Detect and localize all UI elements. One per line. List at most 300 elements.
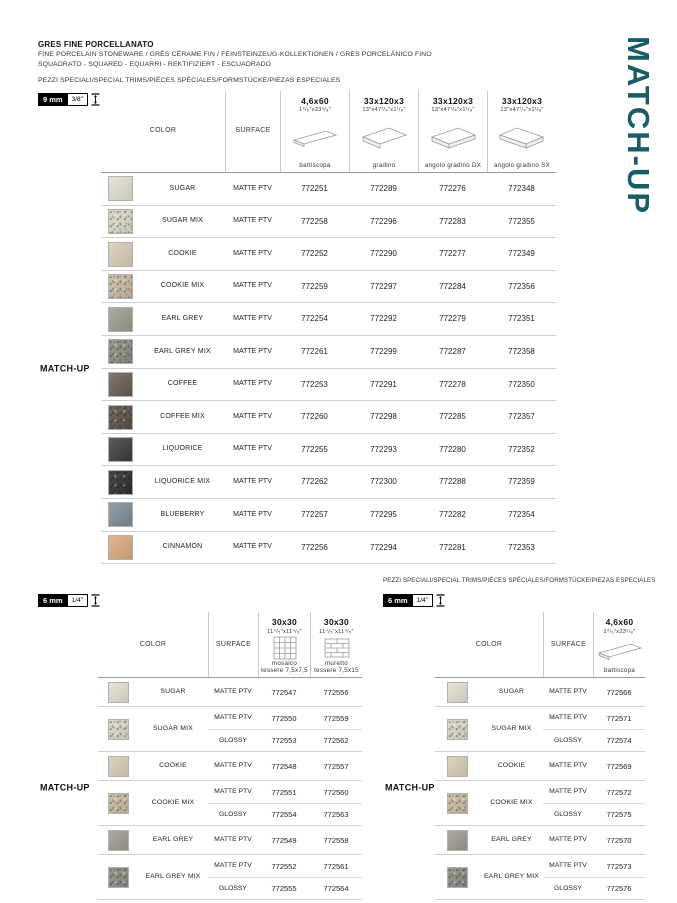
color-swatch — [447, 793, 468, 814]
product-code: 772569 — [606, 761, 632, 771]
product-code: 772566 — [606, 687, 632, 697]
surface-finish: MATTE PTV — [214, 862, 252, 870]
product-code: 772555 — [271, 884, 297, 894]
trim-name: angolo gradino SX — [493, 161, 550, 169]
main-table-header — [101, 91, 556, 173]
main-table-body — [101, 91, 556, 564]
swatch-cell — [101, 502, 140, 527]
table-row — [101, 336, 556, 369]
product-code: 772299 — [370, 347, 397, 357]
variant-row — [208, 729, 362, 751]
table-row — [101, 173, 556, 206]
table-row — [101, 271, 556, 304]
color-name: EARL GREY MIX — [483, 873, 540, 881]
series-name: MATCH-UP — [40, 782, 90, 793]
surface-finish: MATTE PTV — [214, 714, 252, 722]
thickness-icon — [436, 594, 445, 607]
swatch-cell — [98, 867, 138, 888]
table-row — [101, 434, 556, 467]
product-code: 772549 — [271, 835, 297, 845]
product-code: 772258 — [301, 216, 328, 226]
color-group-row — [98, 707, 362, 752]
color-name: COFFEE — [167, 380, 198, 388]
product-code: 772290 — [370, 249, 397, 259]
product-code: 772256 — [301, 542, 328, 552]
product-code: 772260 — [301, 412, 328, 422]
surface-finish: GLOSSY — [554, 736, 582, 744]
color-name: COOKIE MIX — [151, 799, 195, 807]
product-code: 772296 — [370, 216, 397, 226]
surface-finish: MATTE PTV — [233, 478, 272, 485]
color-cell — [435, 855, 543, 899]
trim-name: battiscopa — [603, 667, 636, 675]
color-cell — [98, 752, 208, 780]
variant-list — [543, 752, 645, 780]
trim-name: battiscopa — [299, 161, 331, 169]
surface-finish: GLOSSY — [554, 884, 582, 892]
product-code: 772572 — [606, 787, 632, 797]
product-code: 772554 — [271, 810, 297, 820]
variant-list — [208, 707, 362, 751]
variant-row — [208, 707, 362, 729]
mosaico-icon — [261, 635, 308, 660]
variant-row — [208, 803, 362, 825]
size-text: 4,6x60 — [605, 617, 634, 628]
swatch-cell — [435, 793, 480, 814]
surface-finish: MATTE PTV — [214, 762, 252, 770]
surface-finish: MATTE PTV — [233, 315, 272, 323]
variant-list — [543, 826, 645, 854]
table-row — [101, 238, 556, 271]
product-code: 772287 — [439, 347, 466, 357]
thickness-inches: 1/4" — [68, 594, 88, 607]
product-code: 772284 — [439, 281, 466, 291]
color-cell — [98, 678, 208, 706]
battiscopa-icon — [283, 114, 347, 162]
thickness-icon — [91, 594, 100, 607]
surface-finish: MATTE PTV — [233, 282, 272, 290]
size-inches: 1⁴/₅"x23⁵/₈" — [298, 107, 332, 114]
variant-list — [208, 826, 362, 854]
product-code: 772349 — [508, 249, 535, 259]
size-inches: 1⁴/₅"x23⁵/₈" — [603, 628, 636, 635]
surface-finish: MATTE PTV — [549, 788, 587, 796]
product-code: 772350 — [508, 379, 535, 389]
color-group-row — [435, 707, 645, 752]
column-header-color: COLOR — [475, 640, 503, 648]
color-cell — [98, 826, 208, 854]
product-code: 772550 — [271, 713, 297, 723]
surface-finish: MATTE PTV — [549, 762, 587, 770]
color-group-row — [435, 678, 645, 707]
column-header-surface: SURFACE — [225, 91, 280, 172]
product-code: 772295 — [370, 510, 397, 519]
variant-row — [208, 826, 362, 854]
product-code: 772288 — [439, 477, 466, 487]
muretto-icon — [313, 635, 360, 660]
color-cell — [435, 826, 543, 854]
color-swatch — [108, 470, 133, 495]
color-swatch — [108, 682, 129, 703]
thickness-mm: 9 mm — [38, 93, 68, 106]
color-group-row — [435, 781, 645, 826]
color-swatch — [108, 756, 129, 777]
product-code: 772548 — [271, 761, 297, 771]
swatch-cell — [101, 274, 140, 299]
product-code: 772358 — [508, 347, 535, 357]
surface-finish: MATTE PTV — [549, 862, 587, 870]
variant-row — [208, 678, 362, 706]
surface-finish: MATTE PTV — [549, 714, 587, 722]
product-code: 772282 — [439, 510, 466, 519]
color-swatch — [108, 307, 133, 332]
variant-row — [208, 752, 362, 780]
variant-list — [208, 678, 362, 706]
series-name: MATCH-UP — [385, 782, 435, 793]
product-code: 772253 — [301, 379, 328, 389]
product-code: 772279 — [439, 314, 466, 324]
product-code: 772552 — [271, 861, 297, 871]
color-swatch — [108, 502, 133, 527]
surface-finish: GLOSSY — [219, 884, 247, 892]
color-swatch — [447, 830, 468, 851]
trim-name: gradino — [372, 161, 396, 169]
column-header-gradino — [349, 91, 418, 172]
color-swatch — [447, 756, 468, 777]
trim-name: mosaico tessere 7,5x7,5 — [261, 660, 308, 675]
color-group-row — [98, 855, 362, 900]
special-trims-rows — [435, 678, 645, 900]
table-row — [101, 499, 556, 532]
surface-finish: MATTE PTV — [214, 836, 252, 844]
color-swatch — [108, 176, 133, 201]
subtitle-finish: SQUADRATO - SQUARED - EQUARRI - REKTIFIZIERT - ESCUADRADO — [38, 60, 272, 68]
product-code: 772252 — [301, 249, 328, 259]
swatch-cell — [98, 830, 138, 851]
surface-finish: MATTE PTV — [549, 688, 587, 696]
color-name: COOKIE — [159, 762, 187, 770]
table-row — [101, 401, 556, 434]
color-swatch — [108, 719, 129, 740]
product-code: 772562 — [323, 736, 349, 746]
product-code: 772573 — [606, 861, 632, 871]
thickness-badge-9mm — [38, 93, 100, 106]
size-inches: 13"x47¹/₄"x1¹/₈" — [362, 107, 406, 114]
product-code: 772297 — [370, 281, 397, 291]
color-name: EARL GREY — [491, 836, 532, 844]
color-swatch — [108, 339, 133, 364]
surface-finish: GLOSSY — [219, 810, 247, 818]
product-code: 772564 — [323, 884, 349, 894]
color-name: SUGAR MIX — [161, 217, 204, 225]
variant-row — [208, 781, 362, 803]
column-header-battiscopa — [593, 612, 645, 677]
variant-list — [543, 855, 645, 899]
color-swatch — [108, 793, 129, 814]
variant-row — [543, 877, 645, 899]
product-code: 772359 — [508, 477, 535, 487]
table-row — [101, 206, 556, 239]
swatch-cell — [435, 719, 480, 740]
swatch-cell — [101, 242, 140, 267]
special-trims-table — [383, 612, 647, 900]
collection-name-vertical: MATCH-UP — [621, 36, 656, 216]
product-code: 772561 — [323, 861, 349, 871]
variant-row — [208, 855, 362, 877]
color-name: LIQUORICE — [162, 445, 203, 453]
surface-finish: GLOSSY — [554, 810, 582, 818]
color-cell — [98, 707, 208, 751]
table-row — [101, 532, 556, 565]
product-code: 772563 — [323, 810, 349, 820]
mosaic-table-block — [38, 577, 362, 900]
product-code: 772551 — [271, 787, 297, 797]
color-swatch — [108, 372, 133, 397]
color-cell — [98, 855, 208, 899]
special-trims-block — [383, 577, 656, 900]
color-swatch — [108, 242, 133, 267]
color-name: SUGAR — [160, 688, 186, 696]
swatch-cell — [101, 176, 140, 201]
thickness-badge-6mm-left — [38, 594, 100, 607]
product-code: 772348 — [508, 184, 535, 194]
color-name: COOKIE MIX — [490, 799, 533, 807]
size-inches: 11⁴/₅"x11⁴/₅" — [319, 628, 354, 635]
product-code: 772571 — [606, 713, 632, 723]
color-cell — [435, 781, 543, 825]
special-trims-heading: PEZZI SPECIALI/SPECIAL TRIMS/PIÈCES SPÉCIALES/FORMSTÜCKE/PIEZAS ESPECIALES — [383, 577, 656, 585]
color-name: COFFEE MIX — [160, 412, 205, 420]
size-inches: 13"x47¹/₄"x1¹/₈" — [431, 107, 475, 114]
color-swatch — [108, 405, 133, 430]
color-name: LIQUORICE MIX — [154, 478, 211, 485]
size-text: 30x30 — [271, 617, 298, 628]
size-inches: 11⁴/₅"x11⁴/₅" — [267, 628, 302, 635]
variant-row — [208, 877, 362, 899]
variant-row — [543, 707, 645, 729]
special-trims-table-header — [435, 612, 645, 678]
variant-row — [543, 781, 645, 803]
product-code: 772276 — [439, 184, 466, 194]
variant-row — [543, 678, 645, 706]
product-code: 772251 — [301, 184, 328, 194]
surface-finish: MATTE PTV — [214, 688, 252, 696]
surface-finish: MATTE PTV — [233, 510, 272, 518]
surface-finish: MATTE PTV — [214, 788, 252, 796]
size-text: 33x120x3 — [432, 96, 474, 107]
variant-row — [543, 855, 645, 877]
column-header-muretto — [310, 612, 362, 677]
product-code: 772285 — [439, 412, 466, 422]
swatch-cell — [435, 756, 480, 777]
color-swatch — [447, 682, 468, 703]
product-code: 772281 — [439, 542, 466, 552]
color-group-row — [98, 678, 362, 707]
color-name: COOKIE — [497, 762, 526, 770]
color-group-row — [435, 826, 645, 855]
product-code: 772262 — [301, 477, 328, 487]
color-cell — [435, 707, 543, 751]
product-code: 772351 — [508, 314, 535, 324]
mosaic-table — [38, 612, 362, 900]
product-code: 772278 — [439, 379, 466, 389]
product-code: 772559 — [323, 713, 349, 723]
color-cell — [435, 678, 543, 706]
gradino-icon — [352, 114, 416, 162]
color-swatch — [108, 535, 133, 560]
color-group-row — [435, 752, 645, 781]
column-header-mosaico — [258, 612, 310, 677]
color-name: EARL GREY MIX — [145, 873, 201, 881]
product-code: 772277 — [439, 249, 466, 259]
swatch-cell — [101, 470, 140, 495]
color-name: EARL GREY MIX — [154, 347, 211, 355]
swatch-cell — [98, 682, 138, 703]
product-code: 772354 — [508, 510, 535, 519]
product-code: 772254 — [301, 314, 328, 324]
bottom-section — [38, 577, 656, 900]
variant-list — [543, 781, 645, 825]
surface-finish: MATTE PTV — [233, 249, 272, 257]
color-swatch — [447, 719, 468, 740]
color-name: EARL GREY — [161, 315, 204, 323]
swatch-cell — [101, 307, 140, 332]
subtitle-translations: FINE PORCELAIN STONEWARE / GRÈS CÉRAME FIN / FEINSTEINZEUG-KOLLEKTIONEN / GRES PORCELÁNICO FINO — [38, 51, 432, 59]
swatch-cell — [101, 405, 140, 430]
variant-list — [208, 855, 362, 899]
color-swatch — [108, 437, 133, 462]
product-code: 772291 — [370, 379, 397, 389]
variant-list — [543, 707, 645, 751]
color-cell — [98, 781, 208, 825]
column-header-surface: SURFACE — [208, 612, 258, 677]
column-header-color: COLOR — [149, 127, 177, 135]
color-name: EARL GREY — [152, 836, 194, 844]
color-swatch — [108, 830, 129, 851]
product-code: 772553 — [271, 736, 297, 746]
column-header-battiscopa — [280, 91, 349, 172]
angolo-gradino-dx-icon — [421, 114, 485, 162]
variant-list — [543, 678, 645, 706]
surface-finish: MATTE PTV — [233, 184, 272, 192]
variant-list — [208, 752, 362, 780]
column-header-surface: SURFACE — [543, 612, 593, 677]
product-code: 772289 — [370, 184, 397, 194]
product-code: 772355 — [508, 216, 535, 226]
color-group-row — [435, 855, 645, 900]
swatch-cell — [98, 756, 138, 777]
surface-finish: MATTE PTV — [233, 543, 272, 551]
product-code: 772570 — [606, 835, 632, 845]
size-inches: 13"x47¹/₄"x1¹/₈" — [500, 107, 544, 114]
product-code: 772300 — [370, 477, 397, 487]
product-code: 772560 — [323, 787, 349, 797]
color-group-row — [98, 826, 362, 855]
product-code: 772356 — [508, 281, 535, 291]
swatch-cell — [101, 437, 140, 462]
angolo-gradino-sx-icon — [490, 114, 554, 162]
trim-name: muretto tessere 7,5x15 — [314, 660, 359, 675]
swatch-cell — [435, 682, 480, 703]
main-table-9mm — [38, 91, 649, 564]
product-code: 772294 — [370, 542, 397, 552]
variant-row — [543, 803, 645, 825]
spacer-heading — [38, 577, 362, 589]
product-code: 772357 — [508, 412, 535, 422]
color-name: BLUEBERRY — [160, 510, 205, 518]
size-text: 33x120x3 — [363, 96, 405, 107]
product-code: 772261 — [301, 347, 328, 357]
table-row — [101, 369, 556, 402]
surface-finish: MATTE PTV — [549, 836, 587, 844]
thickness-inches: 3/8" — [68, 93, 88, 106]
surface-finish: MATTE PTV — [233, 347, 272, 355]
swatch-cell — [435, 867, 480, 888]
size-text: 33x120x3 — [501, 96, 543, 107]
series-name: MATCH-UP — [40, 363, 90, 374]
page-title: GRES FINE PORCELLANATO — [38, 40, 154, 49]
variant-row — [543, 752, 645, 780]
color-cell — [435, 752, 543, 780]
product-code: 772255 — [301, 444, 328, 454]
battiscopa-icon — [596, 635, 643, 667]
thickness-mm: 6 mm — [38, 594, 68, 607]
size-text: 30x30 — [323, 617, 350, 628]
color-name: SUGAR MIX — [491, 725, 532, 733]
variant-row — [543, 729, 645, 751]
variant-row — [543, 826, 645, 854]
thickness-icon — [91, 93, 100, 106]
product-code: 772575 — [606, 810, 632, 820]
variant-list — [208, 781, 362, 825]
product-code: 772574 — [606, 736, 632, 746]
product-code: 772293 — [370, 444, 397, 454]
mosaic-table-body — [98, 612, 362, 900]
mosaic-table-header — [98, 612, 362, 678]
series-column — [38, 612, 98, 900]
doc-header — [38, 40, 649, 85]
color-name: SUGAR — [498, 688, 525, 696]
swatch-cell — [101, 209, 140, 234]
surface-finish: MATTE PTV — [233, 412, 272, 420]
color-swatch — [108, 867, 129, 888]
product-code: 772557 — [323, 761, 349, 771]
product-code: 772353 — [508, 542, 535, 552]
color-name: COOKIE — [168, 249, 197, 257]
product-code: 772259 — [301, 281, 328, 291]
product-code: 772547 — [271, 687, 297, 697]
table-row — [101, 466, 556, 499]
color-swatch — [108, 274, 133, 299]
surface-finish: MATTE PTV — [233, 217, 272, 225]
product-code: 772257 — [301, 510, 328, 519]
product-code: 772283 — [439, 216, 466, 226]
color-group-row — [98, 781, 362, 826]
thickness-inches: 1/4" — [413, 594, 433, 607]
special-trims-line: PEZZI SPECIALI/SPECIAL TRIMS/PIÈCES SPÉCIALES/FORMSTÜCKE/PIEZAS ESPECIALES — [38, 76, 341, 84]
swatch-cell — [98, 719, 138, 740]
swatch-cell — [101, 535, 140, 560]
product-code: 772280 — [439, 444, 466, 454]
main-table-rows — [101, 173, 556, 564]
swatch-cell — [101, 372, 140, 397]
product-code: 772352 — [508, 444, 535, 454]
product-code: 772576 — [606, 884, 632, 894]
thickness-badge-6mm-right — [383, 594, 445, 607]
series-column — [383, 612, 435, 900]
product-code: 772558 — [323, 835, 349, 845]
column-header-angolo-sx — [487, 91, 556, 172]
